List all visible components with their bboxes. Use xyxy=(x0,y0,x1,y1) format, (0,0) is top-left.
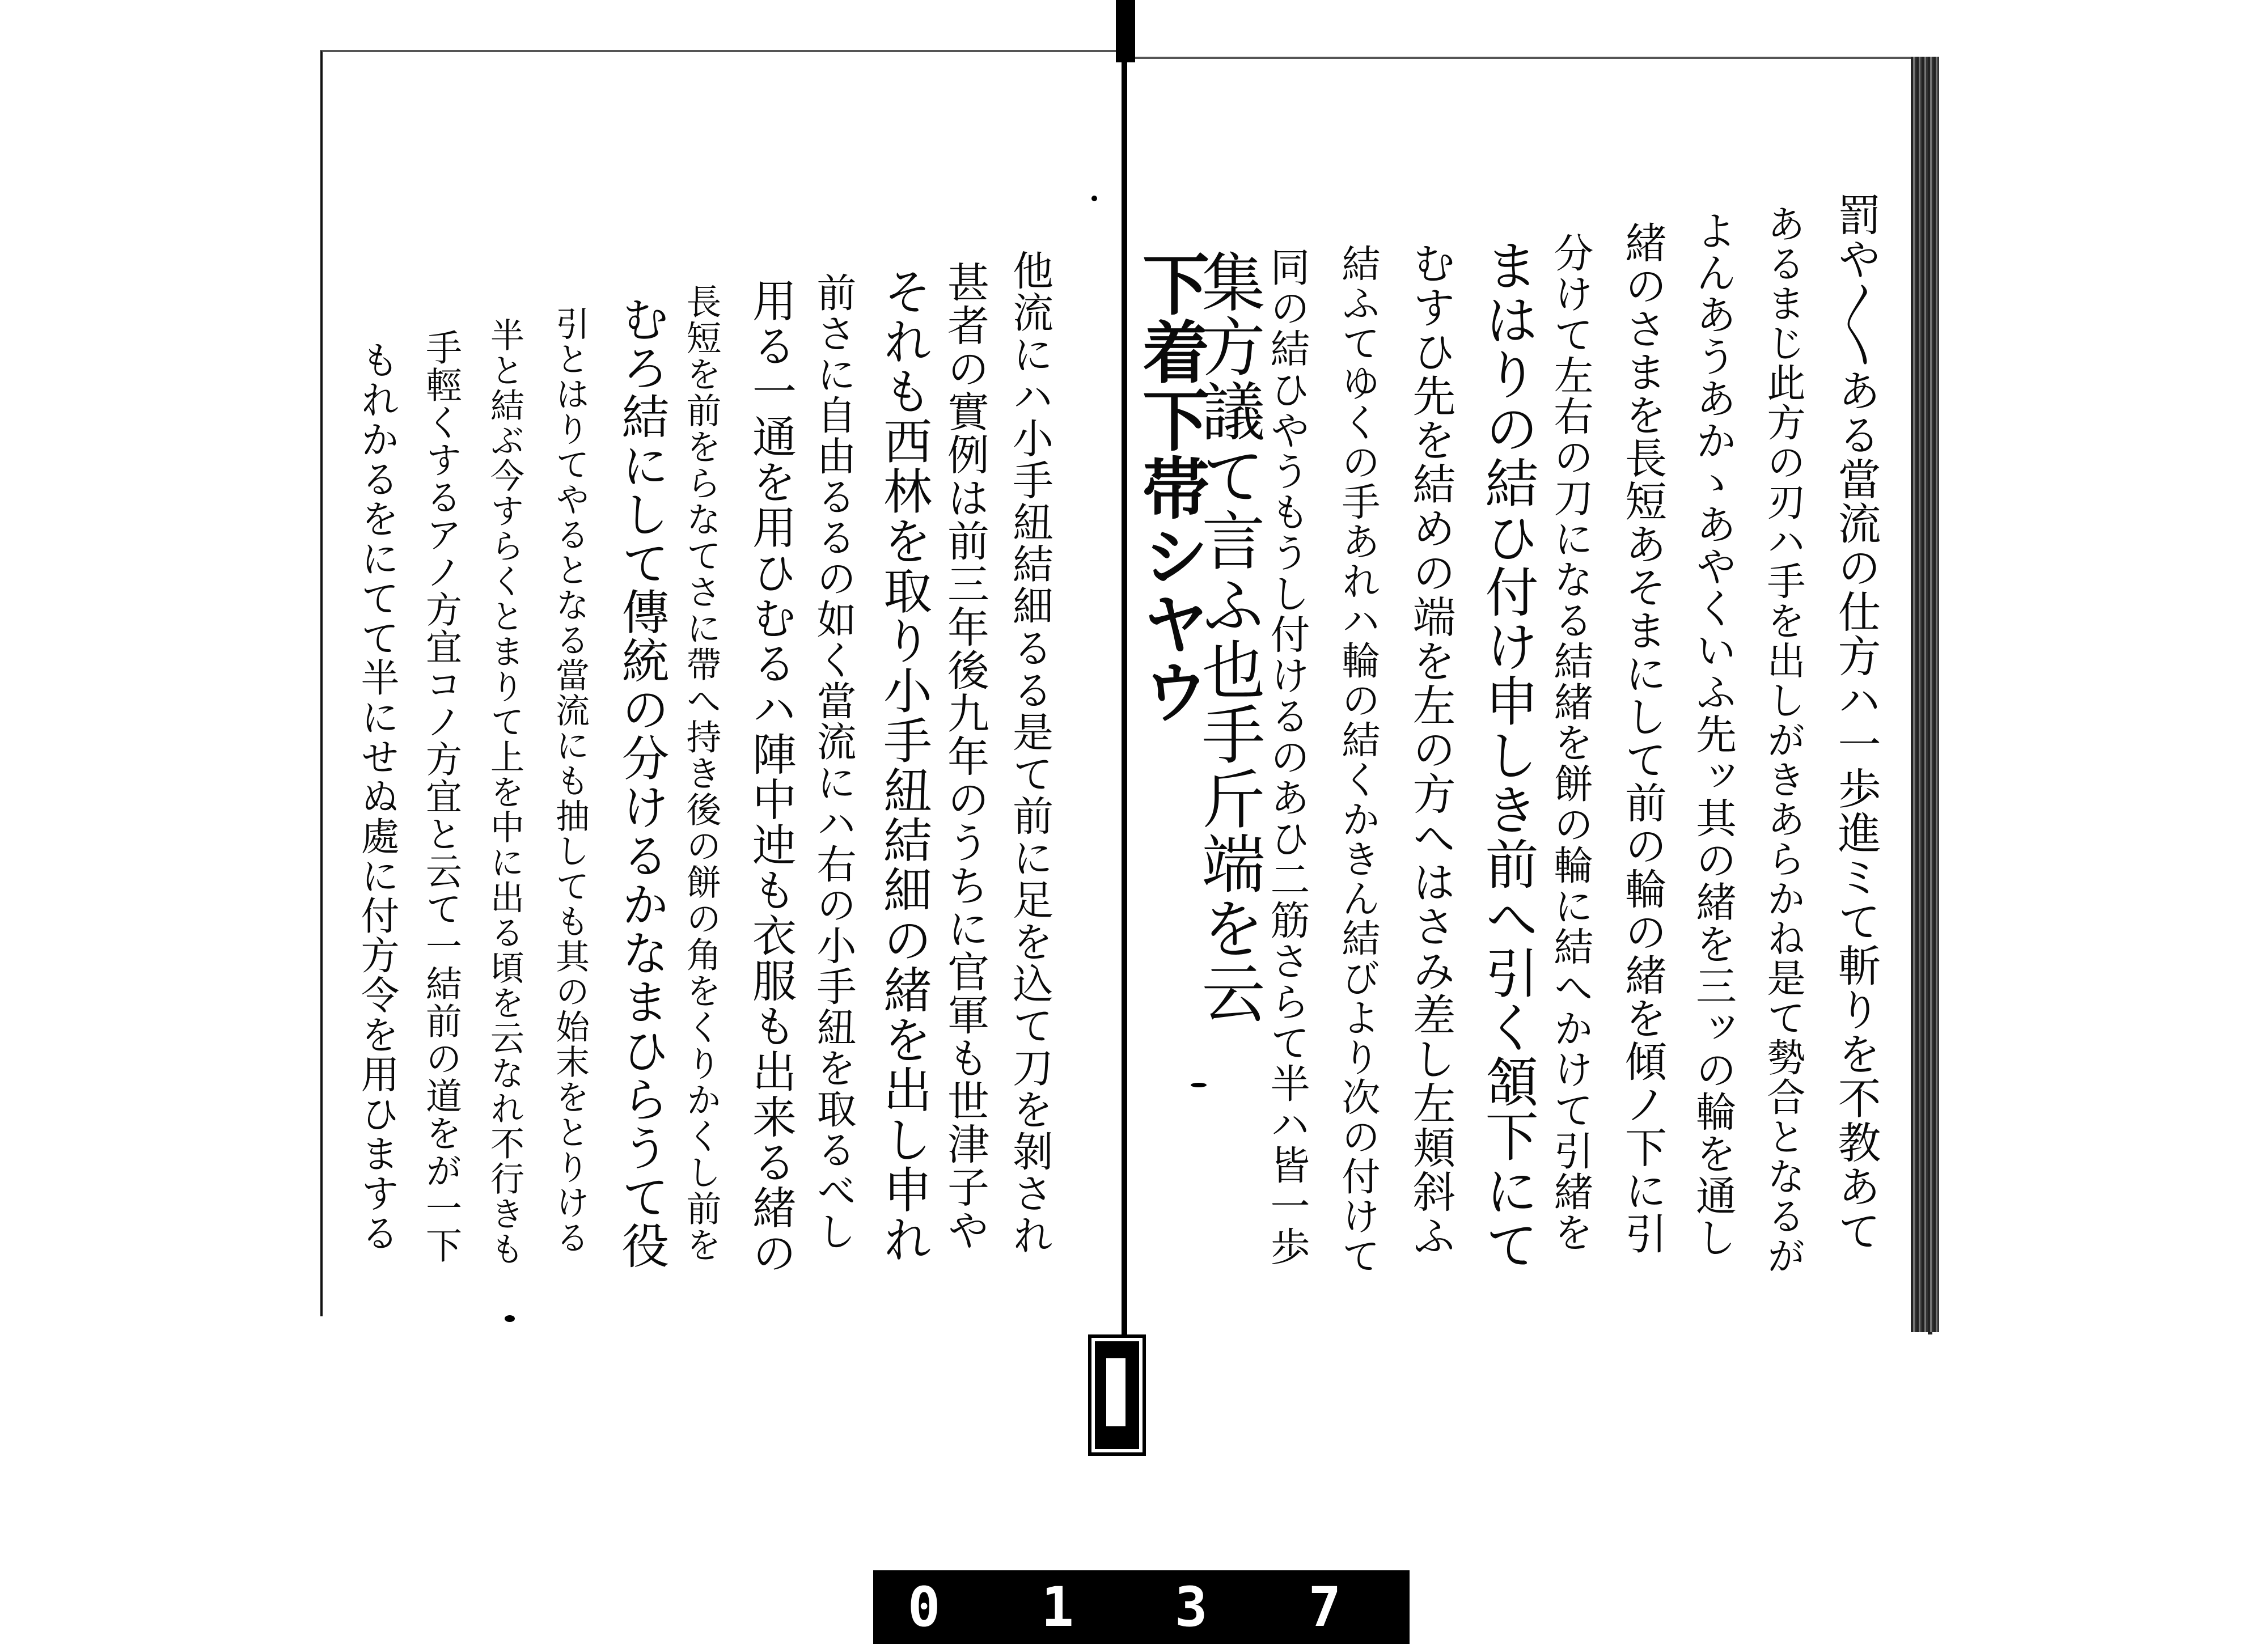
text-column: よんあうあかゝあやくいふ先ッ其の緒を三ッの輪を通し xyxy=(1689,210,1737,1259)
text-column: 半と結ぶ今すらくとまりて上を中に出る頃を云なれ不行きも xyxy=(485,317,524,1266)
text-column: 長短を前をらなてさに帶へ持き後の餅の角をくりかくし前を xyxy=(680,283,722,1263)
scan-speck xyxy=(1191,1083,1207,1087)
text-column: まはりの結ひ付け申しき前へ引く頷下にて xyxy=(1476,238,1538,1272)
text-column: 甚者の實例は前三年後九年のうちに官軍も世津子や xyxy=(941,261,989,1252)
scan-speck xyxy=(505,1315,515,1322)
scan-speck xyxy=(1091,196,1097,201)
call-number-label xyxy=(873,1570,1410,1644)
text-column: 集方議て言ふ也手斤端を云 xyxy=(1191,249,1265,1025)
text-column: あるまじ此方の刃ハ手を出しがきあらかね是て勢合となるが xyxy=(1761,204,1805,1276)
text-column: むろ結にして傳統の分けるかなまひらうて役 xyxy=(614,295,670,1270)
text-column: それも西林を取り小手紐結細の緒を出し申れ xyxy=(875,266,932,1264)
text-column: 用る一通を用ひむるハ陣中迚も衣服も出来る緒の xyxy=(745,278,796,1276)
text-column: 同の結ひやうもうし付けるのあひ二筋さらて半ハ皆一歩 xyxy=(1264,247,1310,1267)
text-column: 罰や〳〵ある當流の仕方ハ一歩進ミて斬りを不教あて xyxy=(1831,193,1881,1253)
call-number: 0 1 3 7 xyxy=(907,1575,1376,1639)
section-heading: 下着下帯シヤウ xyxy=(1131,249,1210,726)
text-column: もれかるをにてて半にせぬ處に付方令を用ひまする xyxy=(354,340,399,1253)
text-column: むすひ先を結めの端を左の方へはさみ差し左頬斜ふ xyxy=(1406,241,1456,1258)
text-column: 結ふてゆくの手あれハ輪の結くかきん結びより次の付けて xyxy=(1335,244,1380,1276)
text-column: 他流にハ小手紐結細るる是て前に足を込て刀を剝され xyxy=(1006,249,1053,1256)
page-fore-edge xyxy=(1911,57,1939,1332)
text-column: 前さに自由るるの如く當流にハ右の小手紐を取るべし xyxy=(810,272,857,1252)
text-column: 引とはりてやるとなる當流にも抽しても其の始末をとりける xyxy=(550,306,590,1255)
book-gutter xyxy=(1122,0,1127,1451)
binding-bottom-clip xyxy=(1091,1338,1143,1452)
text-column: 分けて左右の刀になる結緒を餅の輪に結へかけて引緒を xyxy=(1547,232,1594,1253)
text-column: 手輕くするアノ方宜コノ方宜と云て一結前の道をが一下 xyxy=(420,329,462,1264)
text-column: 緒のさまを長短あそまにして前の輪の緒を傾ノ下に引 xyxy=(1618,221,1667,1255)
